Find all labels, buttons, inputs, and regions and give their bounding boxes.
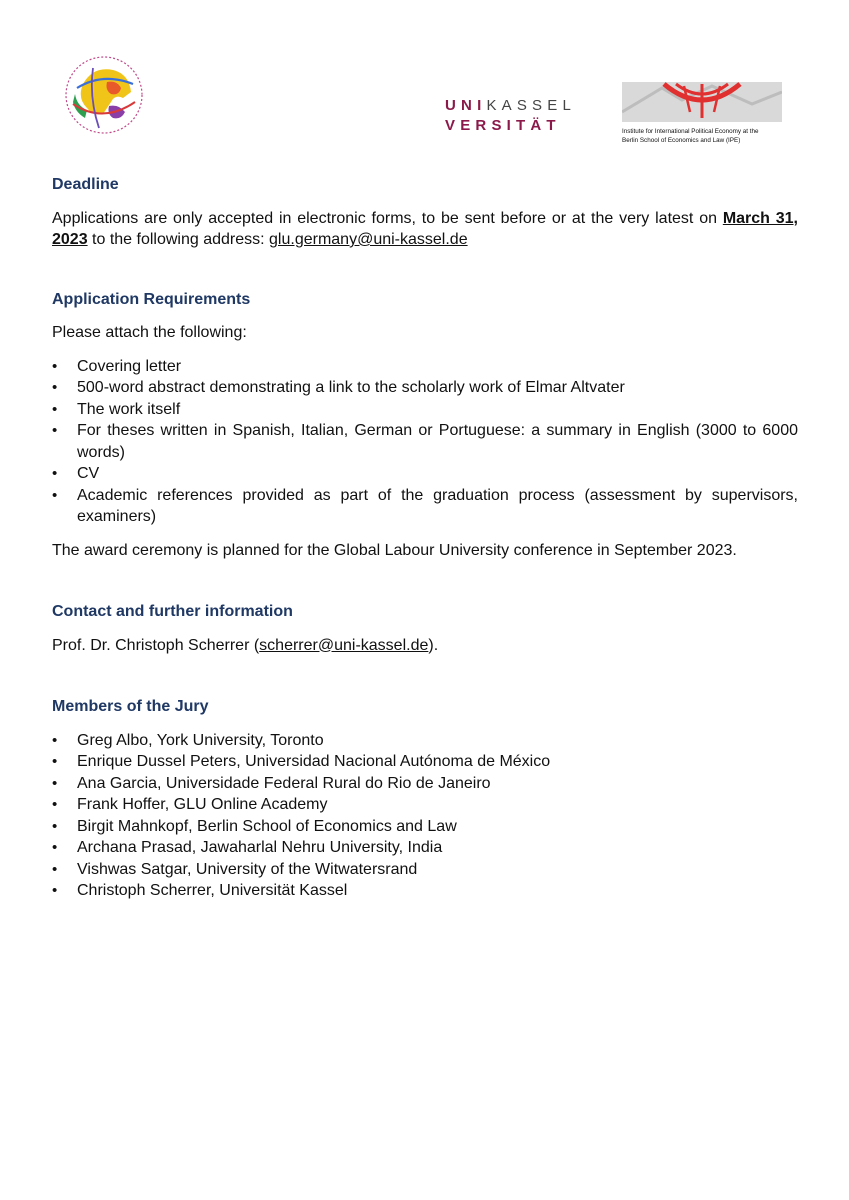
list-item: • Archana Prasad, Jawaharlal Nehru University, India [52,837,798,859]
contact-text [52,635,798,657]
contact-heading: Contact and further information [52,603,293,620]
list-item: • Academic references provided as part of the graduation process (assessment by supervisors, examiners) [52,485,798,528]
ipe-caption-line1: Institute for International Political Economy at the [622,128,759,135]
deadline-date: March 31, 2023 [52,209,798,248]
jury-list [52,730,798,902]
list-item: • Birgit Mahnkopf, Berlin School of Economics and Law [52,816,798,838]
requirements-intro: Please attach the following: [52,324,247,341]
contact-name: Prof. Dr. Christoph Scherrer ( [52,636,260,654]
list-item: • Frank Hoffer, GLU Online Academy [52,794,798,816]
requirements-heading: Application Requirements [52,290,251,308]
kassel-logo-kassel: KASSEL [486,97,577,114]
kassel-logo-uni: UNI [445,97,487,114]
deadline-text [52,208,798,251]
glu-logo [63,54,145,136]
list-item: • Christoph Scherrer, Universität Kassel [52,880,798,902]
list-item: • Covering letter [52,356,798,378]
list-item: • The work itself [52,399,798,421]
uni-kassel-logo [445,96,605,136]
deadline-heading: Deadline [52,176,119,193]
document-body [52,174,798,902]
deadline-text-before: Applications are only accepted in electronic forms, to be sent before or at the very latest on [52,209,723,227]
contact-email-link[interactable]: scherrer@uni-kassel.de [259,636,429,654]
jury-heading: Members of the Jury [52,698,209,715]
list-item: • Ana Garcia, Universidade Federal Rural do Rio de Janeiro [52,773,798,795]
list-item: • Greg Albo, York University, Toronto [52,730,798,752]
ceremony-text: The award ceremony is planned for the Global Labour University conference in September 2023. [52,541,737,559]
list-item: • 500-word abstract demonstrating a link to the scholarly work of Elmar Altvater [52,377,798,399]
deadline-text-middle: to the following address: [87,231,270,248]
kassel-logo-versitaet: VERSITÄT [445,117,561,134]
ipe-logo [622,82,784,144]
list-item: • Enrique Dussel Peters, Universidad Nacional Autónoma de México [52,751,798,773]
list-item: • CV [52,463,798,485]
list-item: • For theses written in Spanish, Italian, German or Portuguese: a summary in English (3000 to 6000 words) [52,420,798,463]
requirements-list [52,356,798,528]
ipe-caption-line2: Berlin School of Economics and Law (IPE) [622,136,741,144]
list-item: • Vishwas Satgar, University of the Witwatersrand [52,859,798,881]
ipe-globe-graphic [622,82,782,122]
contact-suffix: ). [428,636,439,654]
deadline-email-link[interactable]: glu.germany@uni-kassel.de [269,231,468,248]
